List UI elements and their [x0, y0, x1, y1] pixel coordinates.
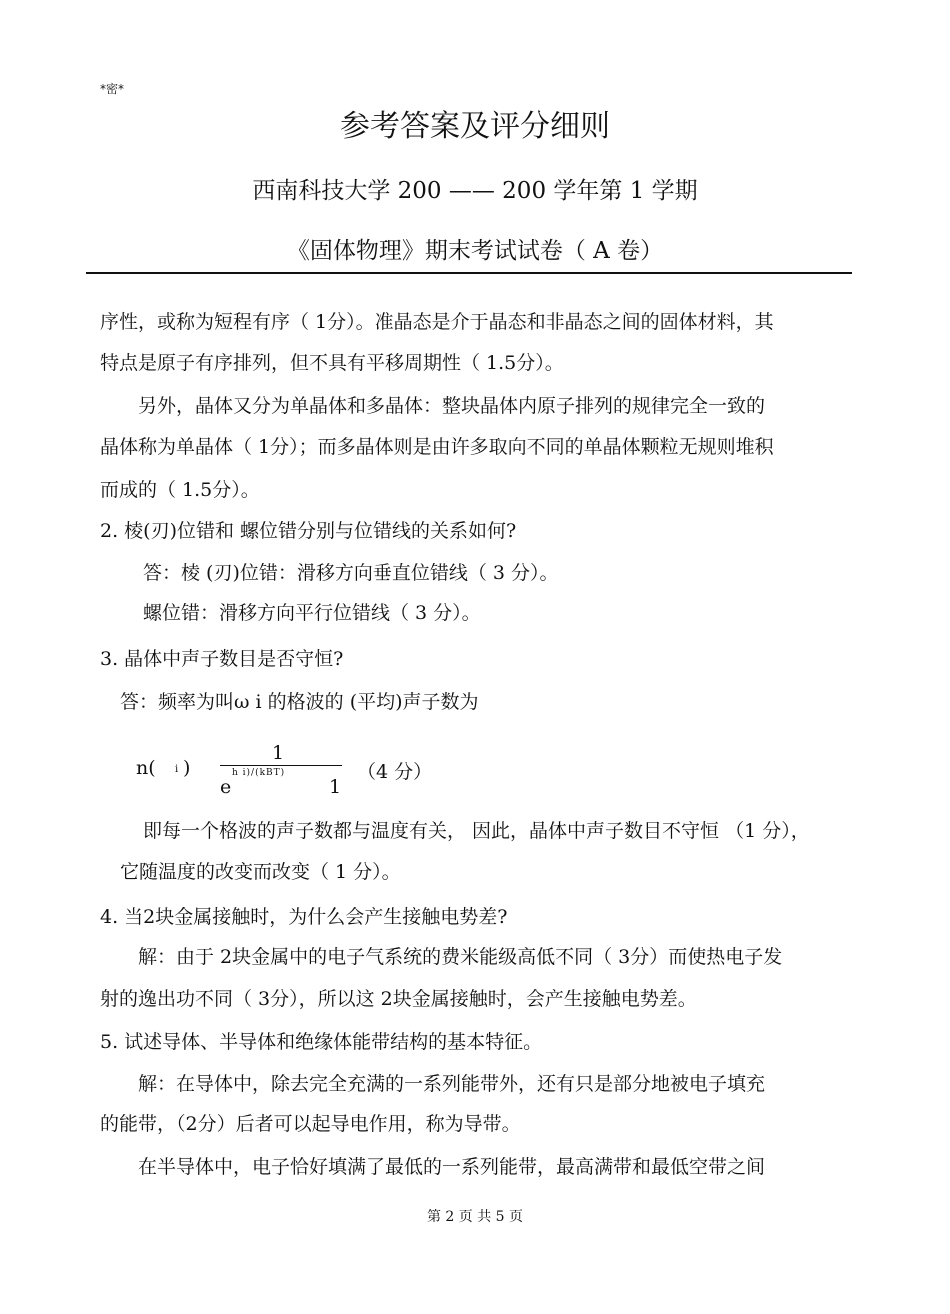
question-2: 2. 棱(刃)位错和 螺位错分别与位错线的关系如何?: [100, 520, 517, 542]
answer-3-line-2: 即每一个格波的声子数都与温度有关， 因此，晶体中声子数目不守恒 （1 分），: [143, 820, 810, 842]
answer-5-line-1: 解：在导体中，除去完全充满的一系列能带外，还有只是部分地被电子填充: [138, 1073, 766, 1095]
answer-5-line-3: 在半导体中，电子恰好填满了最低的一系列能带，最高满带和最低空带之间: [138, 1156, 766, 1178]
formula-close-paren: ): [183, 757, 191, 779]
question-3: 3. 晶体中声子数目是否守恒?: [100, 648, 344, 670]
question-5: 5. 试述导体、半导体和绝缘体能带结构的基本特征。: [100, 1031, 543, 1053]
formula-subscript: i: [175, 764, 179, 775]
formula-numerator: 1: [272, 742, 285, 764]
formula-lhs: n(: [136, 757, 156, 779]
page-footer: 第 2 页 共 5 页: [426, 1209, 524, 1225]
university-semester: 西南科技大学 200 —— 200 学年第 1 学期: [252, 178, 698, 204]
answer-4-line-2: 射的逸出功不同（ 3分），所以这 2块金属接触时，会产生接触电势差。: [100, 988, 697, 1010]
question-4: 4. 当2块金属接触时，为什么会产生接触电势差?: [100, 906, 508, 928]
page-title: 参考答案及评分细则: [340, 109, 610, 144]
answer-2-line-2: 螺位错：滑移方向平行位错线（ 3 分）。: [143, 602, 481, 624]
body-line-5: 而成的（ 1.5分）。: [100, 479, 260, 501]
secret-mark: *密*: [100, 82, 125, 96]
formula-minus-one: 1: [329, 776, 342, 798]
answer-2-line-1: 答：棱 (刃)位错：滑移方向垂直位错线（ 3 分）。: [143, 562, 559, 584]
formula-exponent: h i)/(kBT): [232, 768, 286, 778]
header-divider: [86, 272, 852, 274]
body-line-4: 晶体称为单晶体（ 1分）；而多晶体则是由许多取向不同的单晶体颗粒无规则堆积: [100, 436, 774, 458]
body-line-2: 特点是原子有序排列，但不具有平移周期性（ 1.5分）。: [100, 352, 564, 374]
formula-e: e: [220, 776, 232, 798]
fraction-bar: [220, 765, 342, 766]
exam-title: 《固体物理》期末考试试卷（ A 卷）: [286, 238, 664, 264]
answer-3-line-3: 它随温度的改变而改变（ 1 分）。: [120, 861, 401, 883]
body-line-3: 另外，晶体又分为单晶体和多晶体：整块晶体内原子排列的规律完全一致的: [138, 395, 766, 417]
answer-3-line-1: 答：频率为叫ω i 的格波的 (平均)声子数为: [120, 691, 479, 713]
answer-5-line-2: 的能带，（2分）后者可以起导电作用，称为导带。: [100, 1113, 521, 1135]
answer-4-line-1: 解：由于 2块金属中的电子气系统的费米能级高低不同（ 3分）而使热电子发: [138, 946, 783, 968]
formula-score: （4 分）: [357, 761, 433, 783]
body-line-1: 序性，或称为短程有序（ 1分）。准晶态是介于晶态和非晶态之间的固体材料，其: [100, 311, 774, 333]
